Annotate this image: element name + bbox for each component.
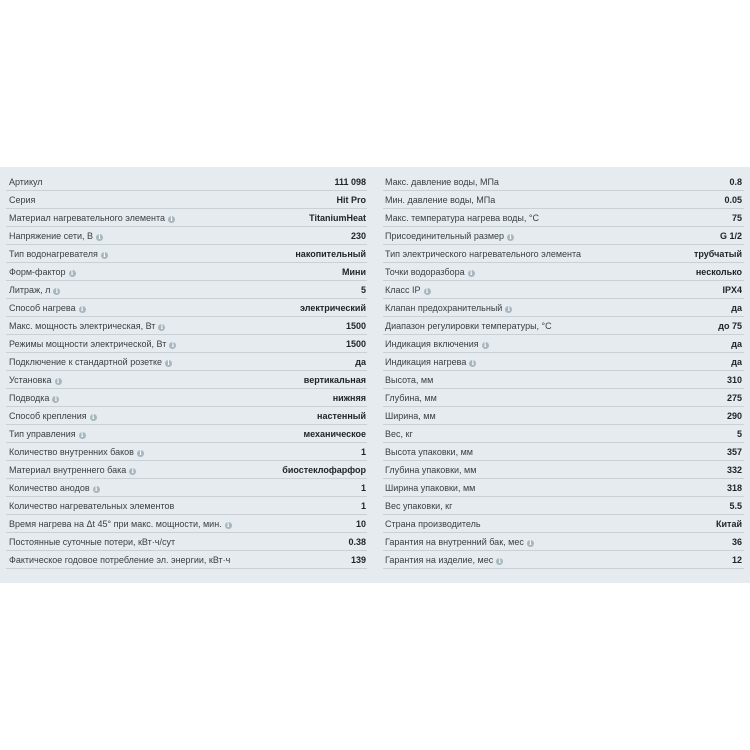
spec-label xyxy=(385,177,729,187)
spec-label-text: Гарантия на внутренний бак, мес xyxy=(385,537,524,547)
spec-label xyxy=(385,231,720,241)
spec-label xyxy=(9,429,303,439)
spec-label xyxy=(9,303,300,313)
info-icon[interactable]: i xyxy=(52,396,59,403)
spec-value: трубчатый xyxy=(694,249,742,259)
spec-row xyxy=(0,461,375,479)
spec-value: 1 xyxy=(360,447,366,457)
spec-value: 12 xyxy=(731,555,742,565)
spec-row xyxy=(375,299,750,317)
spec-row xyxy=(375,425,750,443)
spec-label xyxy=(9,285,361,295)
spec-label-text: Количество внутренних баков xyxy=(9,447,134,457)
spec-label xyxy=(385,447,727,457)
spec-value: да xyxy=(355,357,366,367)
spec-value: да xyxy=(731,357,742,367)
spec-value: 1500 xyxy=(345,339,366,349)
spec-value: 1500 xyxy=(345,321,366,331)
spec-label xyxy=(385,393,727,403)
spec-value: G 1/2 xyxy=(719,231,742,241)
spec-row xyxy=(0,479,375,497)
spec-label-text: Класс IP xyxy=(385,285,421,295)
info-icon[interactable]: i xyxy=(168,216,175,223)
spec-label xyxy=(9,483,361,493)
spec-value: накопительный xyxy=(295,249,366,259)
spec-label-text: Высота упаковки, мм xyxy=(385,447,473,457)
spec-label-text: Индикация включения xyxy=(385,339,479,349)
spec-row xyxy=(0,281,375,299)
spec-value: 0.38 xyxy=(348,537,366,547)
spec-label xyxy=(9,213,309,223)
spec-row xyxy=(0,299,375,317)
info-icon[interactable]: i xyxy=(468,270,475,277)
spec-row xyxy=(0,515,375,533)
info-icon[interactable]: i xyxy=(90,414,97,421)
spec-row xyxy=(0,353,375,371)
spec-label xyxy=(385,321,718,331)
info-icon[interactable]: i xyxy=(169,342,176,349)
spec-row xyxy=(375,173,750,191)
spec-value: 0.05 xyxy=(724,195,742,205)
spec-label xyxy=(385,213,732,223)
info-icon[interactable]: i xyxy=(129,468,136,475)
spec-value: несколько xyxy=(695,267,742,277)
spec-row xyxy=(0,497,375,515)
info-icon[interactable]: i xyxy=(55,378,62,385)
spec-value: да xyxy=(731,339,742,349)
info-icon[interactable]: i xyxy=(79,306,86,313)
spec-label xyxy=(385,357,731,367)
spec-label xyxy=(9,195,336,205)
info-icon[interactable]: i xyxy=(93,486,100,493)
spec-row xyxy=(375,461,750,479)
spec-label xyxy=(385,375,727,385)
spec-value: 230 xyxy=(350,231,366,241)
spec-label xyxy=(9,555,351,565)
spec-value: механическое xyxy=(303,429,366,439)
spec-row xyxy=(375,371,750,389)
spec-row xyxy=(375,335,750,353)
spec-value: 10 xyxy=(355,519,366,529)
spec-row xyxy=(375,209,750,227)
spec-row xyxy=(0,263,375,281)
spec-label-text: Ширина упаковки, мм xyxy=(385,483,476,493)
spec-value: 290 xyxy=(726,411,742,421)
spec-label-text: Режимы мощности электрической, Вт xyxy=(9,339,167,349)
spec-value: 111 098 xyxy=(334,177,366,187)
spec-value: 318 xyxy=(726,483,742,493)
spec-label-text: Ширина, мм xyxy=(385,411,436,421)
spec-label-text: Способ нагрева xyxy=(9,303,76,313)
spec-row xyxy=(375,407,750,425)
spec-row xyxy=(0,533,375,551)
spec-label xyxy=(9,411,317,421)
spec-label-text: Страна производитель xyxy=(385,519,481,529)
spec-label-text: Клапан предохранительный xyxy=(385,303,503,313)
spec-label xyxy=(9,465,282,475)
spec-label xyxy=(385,195,724,205)
spec-value: электрический xyxy=(300,303,366,313)
spec-label-text: Напряжение сети, В xyxy=(9,231,94,241)
spec-label-text: Установка xyxy=(9,375,52,385)
spec-value: 332 xyxy=(726,465,742,475)
spec-label-text: Форм-фактор xyxy=(9,267,66,277)
spec-label xyxy=(385,555,732,565)
spec-label-text: Глубина, мм xyxy=(385,393,437,403)
spec-value: 1 xyxy=(360,483,366,493)
spec-label xyxy=(385,501,729,511)
spec-label-text: Материал нагревательного элемента xyxy=(9,213,166,223)
spec-label xyxy=(9,375,304,385)
spec-row xyxy=(0,443,375,461)
spec-label-text: Присоединительный размер xyxy=(385,231,505,241)
spec-row xyxy=(375,281,750,299)
spec-value: 275 xyxy=(726,393,742,403)
spec-row xyxy=(375,479,750,497)
spec-label-text: Постоянные суточные потери, кВт·ч/сут xyxy=(9,537,176,547)
spec-column-left xyxy=(0,173,375,583)
info-icon[interactable]: i xyxy=(69,270,76,277)
spec-row xyxy=(375,515,750,533)
spec-label-text: Время нагрева на Δt 45° при макс. мощности, мин. xyxy=(9,519,222,529)
spec-row xyxy=(375,551,750,569)
spec-value: TitaniumHeat xyxy=(309,213,366,223)
spec-label-text: Количество нагревательных элементов xyxy=(9,501,175,511)
spec-row xyxy=(0,317,375,335)
spec-row xyxy=(0,425,375,443)
spec-label xyxy=(385,285,722,295)
spec-value: нижняя xyxy=(332,393,366,403)
spec-label-text: Макс. мощность электрическая, Вт xyxy=(9,321,156,331)
spec-label xyxy=(385,303,731,313)
spec-label xyxy=(9,519,356,529)
spec-label-text: Серия xyxy=(9,195,36,205)
spec-label-text: Количество анодов xyxy=(9,483,90,493)
spec-value: Китай xyxy=(716,519,742,529)
spec-row xyxy=(0,209,375,227)
spec-value: Мини xyxy=(342,267,366,277)
spec-value: IPX4 xyxy=(722,285,742,295)
info-icon[interactable]: i xyxy=(79,432,86,439)
spec-row xyxy=(0,245,375,263)
spec-row xyxy=(375,497,750,515)
spec-label-text: Подключение к стандартной розетке xyxy=(9,357,162,367)
spec-label-text: Тип управления xyxy=(9,429,76,439)
spec-label-text: Вес упаковки, кг xyxy=(385,501,453,511)
spec-label xyxy=(385,537,732,547)
spec-label xyxy=(385,429,737,439)
spec-label xyxy=(9,249,295,259)
spec-value: 5 xyxy=(360,285,366,295)
spec-label-text: Подводка xyxy=(9,393,50,403)
spec-label-text: Индикация нагрева xyxy=(385,357,467,367)
spec-row xyxy=(375,227,750,245)
spec-value: Hit Pro xyxy=(336,195,366,205)
info-icon[interactable]: i xyxy=(225,522,232,529)
spec-label-text: Материал внутреннего бака xyxy=(9,465,127,475)
spec-value: 5.5 xyxy=(729,501,742,511)
spec-label xyxy=(9,177,334,187)
spec-row xyxy=(0,173,375,191)
spec-label xyxy=(385,465,727,475)
spec-value: 36 xyxy=(731,537,742,547)
spec-row xyxy=(375,389,750,407)
spec-label-text: Тип водонагревателя xyxy=(9,249,98,259)
spec-label-text: Диапазон регулировки температуры, °С xyxy=(385,321,552,331)
spec-label xyxy=(9,393,333,403)
spec-label-text: Фактическое годовое потребление эл. энергии, кВт·ч xyxy=(9,555,231,565)
spec-label-text: Гарантия на изделие, мес xyxy=(385,555,494,565)
info-icon[interactable]: i xyxy=(469,360,476,367)
spec-row xyxy=(0,407,375,425)
spec-label xyxy=(385,411,727,421)
spec-label-text: Мин. давление воды, МПа xyxy=(385,195,496,205)
spec-label-text: Макс. давление воды, МПа xyxy=(385,177,499,187)
spec-label xyxy=(385,267,696,277)
info-icon[interactable]: i xyxy=(96,234,103,241)
spec-row xyxy=(0,551,375,569)
spec-row xyxy=(375,443,750,461)
spec-panel xyxy=(0,167,750,583)
info-icon[interactable]: i xyxy=(165,360,172,367)
spec-row xyxy=(375,353,750,371)
spec-label-text: Способ крепления xyxy=(9,411,87,421)
spec-label-text: Глубина упаковки, мм xyxy=(385,465,477,475)
spec-label xyxy=(9,447,361,457)
spec-row xyxy=(375,317,750,335)
spec-row xyxy=(0,389,375,407)
spec-label-text: Макс. температура нагрева воды, °С xyxy=(385,213,539,223)
spec-value: да xyxy=(731,303,742,313)
info-icon[interactable]: i xyxy=(482,342,489,349)
spec-row xyxy=(0,371,375,389)
spec-label xyxy=(385,249,694,259)
spec-label xyxy=(9,321,346,331)
spec-label-text: Вес, кг xyxy=(385,429,413,439)
spec-row xyxy=(0,191,375,209)
spec-column-right xyxy=(375,173,750,583)
spec-label xyxy=(9,357,355,367)
spec-value: до 75 xyxy=(718,321,742,331)
spec-row xyxy=(0,335,375,353)
spec-value: 5 xyxy=(736,429,742,439)
spec-value: настенный xyxy=(317,411,366,421)
spec-label-text: Высота, мм xyxy=(385,375,434,385)
spec-row xyxy=(375,533,750,551)
info-icon[interactable]: i xyxy=(505,306,512,313)
spec-label xyxy=(9,339,346,349)
spec-value: 357 xyxy=(726,447,742,457)
spec-value: 310 xyxy=(726,375,742,385)
spec-row xyxy=(375,245,750,263)
spec-label-text: Литраж, л xyxy=(9,285,51,295)
spec-row xyxy=(0,227,375,245)
spec-value: биостеклофарфор xyxy=(282,465,366,475)
spec-label xyxy=(9,231,351,241)
spec-label xyxy=(385,519,716,529)
spec-row xyxy=(375,263,750,281)
info-icon[interactable]: i xyxy=(527,540,534,547)
spec-row xyxy=(375,191,750,209)
spec-value: 75 xyxy=(731,213,742,223)
spec-value: 1 xyxy=(360,501,366,511)
spec-label-text: Артикул xyxy=(9,177,43,187)
info-icon[interactable]: i xyxy=(101,252,108,259)
info-icon[interactable]: i xyxy=(496,558,503,565)
spec-value: 139 xyxy=(350,555,366,565)
info-icon[interactable]: i xyxy=(53,288,60,295)
spec-label xyxy=(9,267,342,277)
spec-label xyxy=(385,339,731,349)
spec-label-text: Точки водоразбора xyxy=(385,267,465,277)
spec-value: 0.8 xyxy=(729,177,742,187)
info-icon[interactable]: i xyxy=(507,234,514,241)
info-icon[interactable]: i xyxy=(158,324,165,331)
spec-label xyxy=(385,483,727,493)
spec-label xyxy=(9,537,348,547)
info-icon[interactable]: i xyxy=(424,288,431,295)
spec-label xyxy=(9,501,361,511)
spec-label-text: Тип электрического нагревательного элемента xyxy=(385,249,582,259)
info-icon[interactable]: i xyxy=(137,450,144,457)
spec-value: вертикальная xyxy=(303,375,366,385)
